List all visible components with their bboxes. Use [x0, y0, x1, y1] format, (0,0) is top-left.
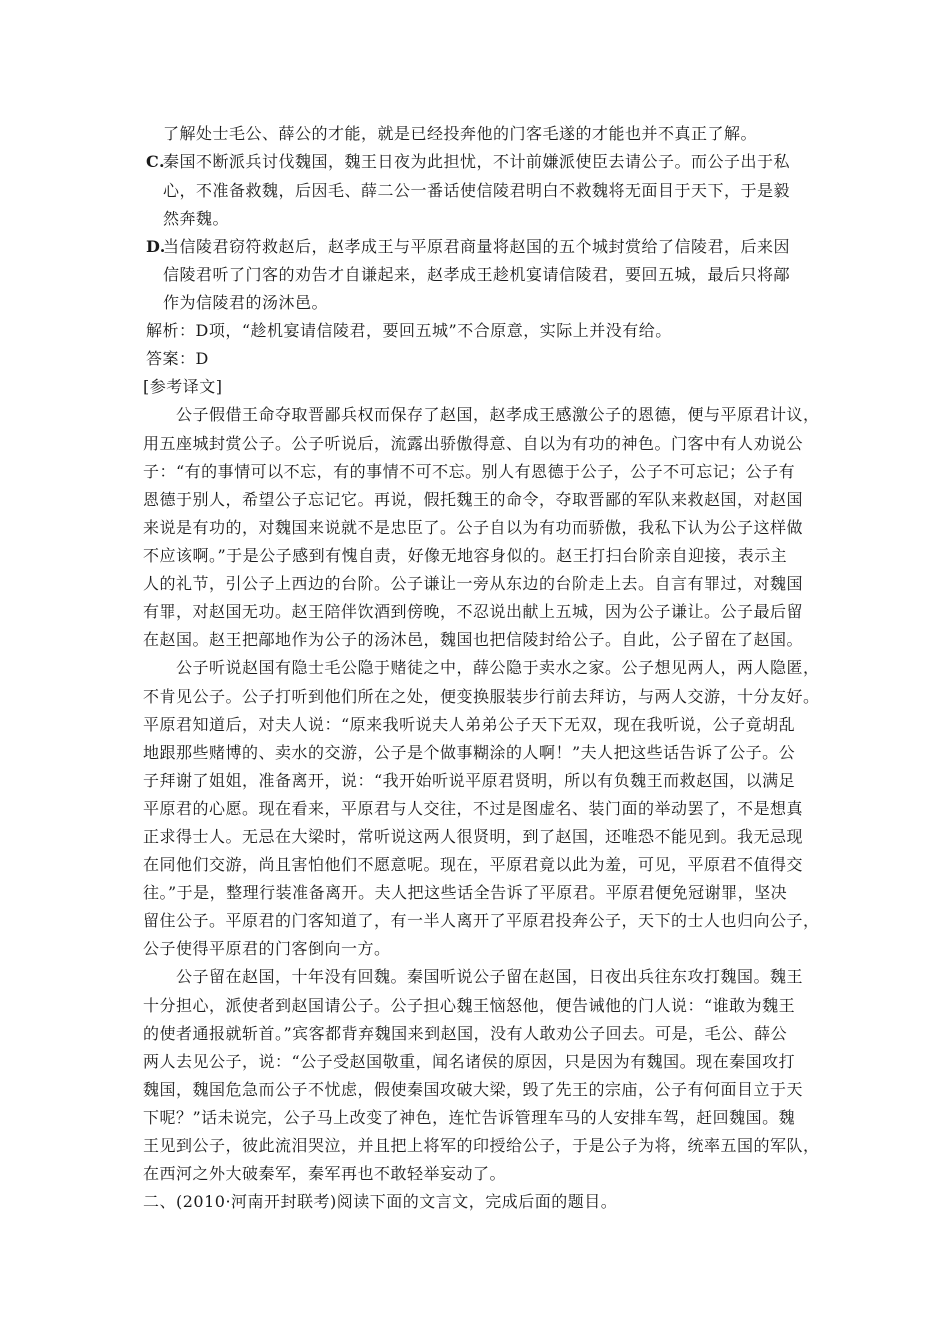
translation-line: 公子听说赵国有隐士毛公隐于赌徒之中，薛公隐于卖水之家。公子想见两人，两人隐匿，	[176, 658, 820, 677]
option-b-continuation: 了解处士毛公、薛公的才能，就是已经投奔他的门客毛遂的才能也并不真正了解。	[163, 124, 758, 143]
analysis-text: 解析：D项，“趁机宴请信陵君，要回五城”不合原意，实际上并没有给。	[146, 321, 672, 340]
translation-heading: [参考译文]	[143, 377, 223, 396]
translation-line: 的使者通报就斩首。”宾客都背弃魏国来到赵国，没有人敢劝公子回去。可是，毛公、薛公	[143, 1024, 788, 1043]
translation-line: 恩德于别人，希望公子忘记它。再说，假托魏王的命令，夺取晋鄙的军队来救赵国，对赵国	[143, 490, 804, 509]
translation-line: 正求得士人。无忌在大梁时，常听说这两人很贤明，到了赵国，还唯恐不能见到。我无忌现	[143, 827, 804, 846]
translation-line: 十分担心，派使者到赵国请公子。公子担心魏王恼怒他，便告诫他的门人说：“谁敢为魏王	[143, 996, 796, 1015]
translation-line: 公子使得平原君的门客倒向一方。	[143, 939, 391, 958]
option-c-line: 然奔魏。	[163, 209, 230, 228]
option-d-label: D.	[146, 237, 166, 256]
translation-line: 下呢？”话未说完，公子马上改变了神色，连忙告诉管理车马的人安排车驾，赶回魏国。魏	[143, 1108, 796, 1127]
translation-line: 平原君的心愿。现在看来，平原君与人交往，不过是图虚名、装门面的举动罢了，不是想真	[143, 799, 804, 818]
translation-line: 有罪，对赵国无功。赵王陪伴饮酒到傍晚，不忍说出献上五城，因为公子谦让。公子最后留	[143, 602, 804, 621]
translation-line: 来说是有功的，对魏国来说就不是忠臣了。公子自以为有功而骄傲，我私下认为公子这样做	[143, 518, 804, 537]
translation-line: 公子留在赵国，十年没有回魏。秦国听说公子留在赵国，日夜出兵往东攻打魏国。魏王	[176, 967, 804, 986]
option-d-line: 当信陵君窃符救赵后，赵孝成王与平原君商量将赵国的五个城封赏给了信陵君，后来因	[163, 237, 791, 256]
translation-line: 人的礼节，引公子上西边的台阶。公子谦让一旁从东边的台阶走上去。自言有罪过，对魏国	[143, 574, 804, 593]
section-two-heading: 二、(2010·河南开封联考)阅读下面的文言文，完成后面的题目。	[143, 1192, 618, 1211]
translation-line: 魏国，魏国危急而公子不忧虑，假使秦国攻破大梁，毁了先王的宗庙，公子有何面目立于天	[143, 1080, 804, 1099]
option-d-line: 作为信陵君的汤沐邑。	[163, 293, 329, 312]
option-c-label: C.	[146, 152, 166, 171]
answer-text: 答案：D	[146, 349, 209, 368]
translation-line: 子拜谢了姐姐，准备离开，说：“我开始听说平原君贤明，所以有负魏王而救赵国，以满足	[143, 771, 796, 790]
translation-line: 不应该啊。”于是公子感到有愧自责，好像无地容身似的。赵王打扫台阶亲自迎接，表示主	[143, 546, 788, 565]
translation-line: 在同他们交游，尚且害怕他们不愿意呢。现在，平原君竟以此为羞，可见，平原君不值得交	[143, 855, 804, 874]
translation-line: 平原君知道后，对夫人说：“原来我听说夫人弟弟公子天下无双，现在我听说，公子竟胡乱	[143, 715, 796, 734]
option-d-line: 信陵君听了门客的劝告才自谦起来，赵孝成王趁机宴请信陵君，要回五城，最后只将鄗	[163, 265, 791, 284]
translation-line: 用五座城封赏公子。公子听说后，流露出骄傲得意、自以为有功的神色。门客中有人劝说公	[143, 434, 804, 453]
translation-line: 子：“有的事情可以不忘，有的事情不可不忘。别人有恩德于公子，公子不可忘记；公子有	[143, 462, 796, 481]
translation-line: 留住公子。平原君的门客知道了，有一半人离开了平原君投奔公子，天下的士人也归向公子，	[143, 911, 820, 930]
translation-line: 不肯见公子。公子打听到他们所在之处，便变换服装步行前去拜访，与两人交游，十分友好。	[143, 687, 820, 706]
translation-line: 地跟那些赌博的、卖水的交游，公子是个做事糊涂的人啊！”夫人把这些话告诉了公子。公	[143, 743, 796, 762]
translation-line: 在西河之外大破秦军，秦军再也不敢轻举妄动了。	[143, 1164, 507, 1183]
translation-line: 在赵国。赵王把鄗地作为公子的汤沐邑，魏国也把信陵封给公子。自此，公子留在了赵国。	[143, 630, 804, 649]
option-c-line: 心，不准备救魏，后因毛、薛二公一番话使信陵君明白不救魏将无面目于天下，于是毅	[163, 181, 791, 200]
translation-line: 王见到公子，彼此流泪哭泣，并且把上将军的印授给公子，于是公子为将，统率五国的军队，	[143, 1136, 820, 1155]
translation-line: 两人去见公子，说：“公子受赵国敬重，闻名诸侯的原因，只是因为有魏国。现在秦国攻打	[143, 1052, 796, 1071]
translation-line: 公子假借王命夺取晋鄙兵权而保存了赵国，赵孝成王感激公子的恩德，便与平原君计议，	[176, 405, 820, 424]
option-c-line: 秦国不断派兵讨伐魏国，魏王日夜为此担忧，不计前嫌派使臣去请公子。而公子出于私	[163, 152, 791, 171]
translation-line: 往。”于是，整理行装准备离开。夫人把这些话全告诉了平原君。平原君便免冠谢罪，坚决	[143, 883, 788, 902]
